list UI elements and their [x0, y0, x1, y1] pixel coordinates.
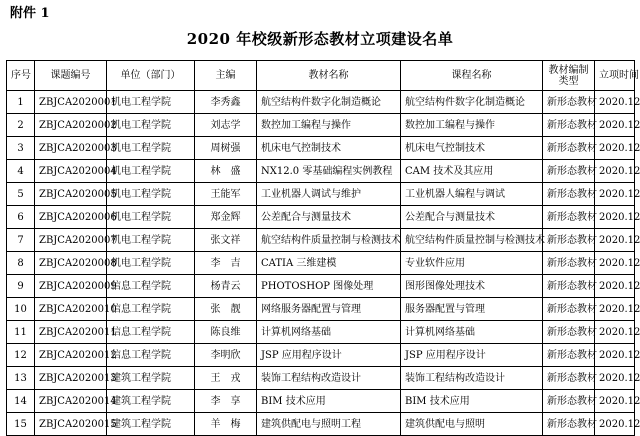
- cell-textbook-type: 新形态教材: [543, 229, 595, 252]
- table-row: [7, 321, 635, 344]
- cell-editor: 李 吉: [195, 252, 257, 275]
- table-row: [7, 160, 635, 183]
- cell-department: 信息工程学院: [107, 298, 195, 321]
- cell-course-name: 航空结构件质量控制与检测技术: [401, 229, 543, 252]
- cell-approval-date: 2020.12: [595, 390, 635, 413]
- cell-project-code: ZBJCA2020008: [35, 252, 107, 275]
- cell-approval-date: 2020.12: [595, 252, 635, 275]
- cell-textbook-name: 机床电气控制技术: [257, 137, 401, 160]
- cell-approval-date: 2020.12: [595, 298, 635, 321]
- header-approval-date: 立项时间: [595, 61, 635, 91]
- cell-course-name: 机床电气控制技术: [401, 137, 543, 160]
- table-row: [7, 137, 635, 160]
- table-row: [7, 413, 635, 436]
- cell-department: 信息工程学院: [107, 344, 195, 367]
- cell-project-code: ZBJCA2020011: [35, 321, 107, 344]
- cell-editor: 王能军: [195, 183, 257, 206]
- attachment-label: 附件 1: [10, 6, 50, 21]
- cell-textbook-name: PHOTOSHOP 图像处理: [257, 275, 401, 298]
- cell-course-name: 工业机器人编程与调试: [401, 183, 543, 206]
- cell-editor: 李 享: [195, 390, 257, 413]
- cell-textbook-type: 新形态教材: [543, 298, 595, 321]
- cell-editor: 李秀鑫: [195, 91, 257, 114]
- cell-textbook-type: 新形态教材: [543, 114, 595, 137]
- cell-textbook-name: 公差配合与测量技术: [257, 206, 401, 229]
- cell-textbook-type: 新形态教材: [543, 275, 595, 298]
- cell-editor: 张文祥: [195, 229, 257, 252]
- cell-textbook-name: BIM 技术应用: [257, 390, 401, 413]
- cell-editor: 林 盛: [195, 160, 257, 183]
- cell-editor: 羊 梅: [195, 413, 257, 436]
- header-index: 序号: [7, 61, 35, 91]
- cell-project-code: ZBJCA2020007: [35, 229, 107, 252]
- cell-textbook-name: 数控加工编程与操作: [257, 114, 401, 137]
- cell-textbook-type: 新形态教材: [543, 137, 595, 160]
- cell-editor: 郑金辉: [195, 206, 257, 229]
- cell-department: 机电工程学院: [107, 114, 195, 137]
- page-title: 2020 年校级新形态教材立项建设名单: [186, 30, 454, 48]
- cell-index: 10: [7, 298, 35, 321]
- cell-course-name: 公差配合与测量技术: [401, 206, 543, 229]
- cell-textbook-name: 建筑供配电与照明工程: [257, 413, 401, 436]
- cell-index: 4: [7, 160, 35, 183]
- cell-textbook-name: 计算机网络基础: [257, 321, 401, 344]
- header-project-code: 课题编号: [35, 61, 107, 91]
- cell-project-code: ZBJCA2020003: [35, 137, 107, 160]
- cell-department: 机电工程学院: [107, 137, 195, 160]
- table-row: [7, 344, 635, 367]
- cell-textbook-type: 新形态教材: [543, 91, 595, 114]
- cell-textbook-type: 新形态教材: [543, 183, 595, 206]
- cell-textbook-type: 新形态教材: [543, 390, 595, 413]
- cell-approval-date: 2020.12: [595, 206, 635, 229]
- cell-textbook-type: 新形态教材: [543, 206, 595, 229]
- cell-index: 3: [7, 137, 35, 160]
- table-header-row: [7, 61, 635, 91]
- cell-index: 7: [7, 229, 35, 252]
- cell-course-name: 建筑供配电与照明: [401, 413, 543, 436]
- cell-textbook-name: JSP 应用程序设计: [257, 344, 401, 367]
- header-course-name: 课程名称: [401, 61, 543, 91]
- cell-textbook-name: NX12.0 零基础编程实例教程: [257, 160, 401, 183]
- cell-index: 5: [7, 183, 35, 206]
- table-row: [7, 367, 635, 390]
- cell-course-name: 数控加工编程与操作: [401, 114, 543, 137]
- cell-approval-date: 2020.12: [595, 367, 635, 390]
- cell-editor: 张 靓: [195, 298, 257, 321]
- table-row: [7, 252, 635, 275]
- cell-editor: 李明欣: [195, 344, 257, 367]
- cell-course-name: JSP 应用程序设计: [401, 344, 543, 367]
- cell-index: 2: [7, 114, 35, 137]
- table-row: [7, 275, 635, 298]
- cell-editor: 王 戎: [195, 367, 257, 390]
- cell-department: 信息工程学院: [107, 321, 195, 344]
- cell-approval-date: 2020.12: [595, 275, 635, 298]
- cell-index: 1: [7, 91, 35, 114]
- cell-editor: 周树强: [195, 137, 257, 160]
- header-textbook-name: 教材名称: [257, 61, 401, 91]
- cell-department: 建筑工程学院: [107, 413, 195, 436]
- cell-textbook-name: 网络服务器配置与管理: [257, 298, 401, 321]
- cell-project-code: ZBJCA2020015: [35, 413, 107, 436]
- cell-department: 建筑工程学院: [107, 390, 195, 413]
- cell-project-code: ZBJCA2020005: [35, 183, 107, 206]
- cell-department: 机电工程学院: [107, 252, 195, 275]
- cell-editor: 陈良维: [195, 321, 257, 344]
- cell-textbook-name: 装饰工程结构改造设计: [257, 367, 401, 390]
- cell-department: 信息工程学院: [107, 275, 195, 298]
- cell-textbook-name: 工业机器人调试与维护: [257, 183, 401, 206]
- cell-project-code: ZBJCA2020009: [35, 275, 107, 298]
- cell-project-code: ZBJCA2020013: [35, 367, 107, 390]
- cell-textbook-type: 新形态教材: [543, 413, 595, 436]
- cell-approval-date: 2020.12: [595, 344, 635, 367]
- header-editor: 主编: [195, 61, 257, 91]
- cell-course-name: 装饰工程结构改造设计: [401, 367, 543, 390]
- header-textbook-type: 教材编制类型: [543, 61, 595, 91]
- table-row: [7, 229, 635, 252]
- cell-textbook-name: CATIA 三维建模: [257, 252, 401, 275]
- cell-approval-date: 2020.12: [595, 229, 635, 252]
- cell-index: 13: [7, 367, 35, 390]
- cell-course-name: 图形图像处理技术: [401, 275, 543, 298]
- cell-index: 6: [7, 206, 35, 229]
- cell-project-code: ZBJCA2020014: [35, 390, 107, 413]
- cell-project-code: ZBJCA2020002: [35, 114, 107, 137]
- cell-editor: 刘志学: [195, 114, 257, 137]
- cell-course-name: 计算机网络基础: [401, 321, 543, 344]
- cell-index: 9: [7, 275, 35, 298]
- cell-index: 11: [7, 321, 35, 344]
- cell-approval-date: 2020.12: [595, 160, 635, 183]
- cell-textbook-type: 新形态教材: [543, 344, 595, 367]
- cell-project-code: ZBJCA2020001: [35, 91, 107, 114]
- cell-approval-date: 2020.12: [595, 91, 635, 114]
- cell-approval-date: 2020.12: [595, 114, 635, 137]
- cell-department: 机电工程学院: [107, 160, 195, 183]
- cell-course-name: BIM 技术应用: [401, 390, 543, 413]
- cell-department: 建筑工程学院: [107, 367, 195, 390]
- cell-project-code: ZBJCA2020006: [35, 206, 107, 229]
- cell-textbook-type: 新形态教材: [543, 160, 595, 183]
- table-row: [7, 390, 635, 413]
- table-row: [7, 183, 635, 206]
- cell-project-code: ZBJCA2020010: [35, 298, 107, 321]
- cell-course-name: 航空结构件数字化制造概论: [401, 91, 543, 114]
- cell-editor: 杨青云: [195, 275, 257, 298]
- table-row: [7, 298, 635, 321]
- cell-textbook-type: 新形态教材: [543, 367, 595, 390]
- cell-project-code: ZBJCA2020012: [35, 344, 107, 367]
- cell-project-code: ZBJCA2020004: [35, 160, 107, 183]
- cell-index: 15: [7, 413, 35, 436]
- cell-index: 14: [7, 390, 35, 413]
- cell-index: 8: [7, 252, 35, 275]
- cell-textbook-name: 航空结构件数字化制造概论: [257, 91, 401, 114]
- header-department: 单位（部门）: [107, 61, 195, 91]
- cell-approval-date: 2020.12: [595, 413, 635, 436]
- cell-approval-date: 2020.12: [595, 183, 635, 206]
- cell-approval-date: 2020.12: [595, 321, 635, 344]
- project-table: [6, 60, 640, 436]
- cell-textbook-type: 新形态教材: [543, 321, 595, 344]
- cell-department: 机电工程学院: [107, 91, 195, 114]
- cell-department: 机电工程学院: [107, 229, 195, 252]
- cell-textbook-type: 新形态教材: [543, 252, 595, 275]
- cell-index: 12: [7, 344, 35, 367]
- table-row: [7, 91, 635, 114]
- cell-approval-date: 2020.12: [595, 137, 635, 160]
- cell-course-name: CAM 技术及其应用: [401, 160, 543, 183]
- cell-course-name: 专业软件应用: [401, 252, 543, 275]
- cell-department: 机电工程学院: [107, 206, 195, 229]
- table-row: [7, 206, 635, 229]
- cell-department: 机电工程学院: [107, 183, 195, 206]
- table-row: [7, 114, 635, 137]
- cell-textbook-name: 航空结构件质量控制与检测技术: [257, 229, 401, 252]
- cell-course-name: 服务器配置与管理: [401, 298, 543, 321]
